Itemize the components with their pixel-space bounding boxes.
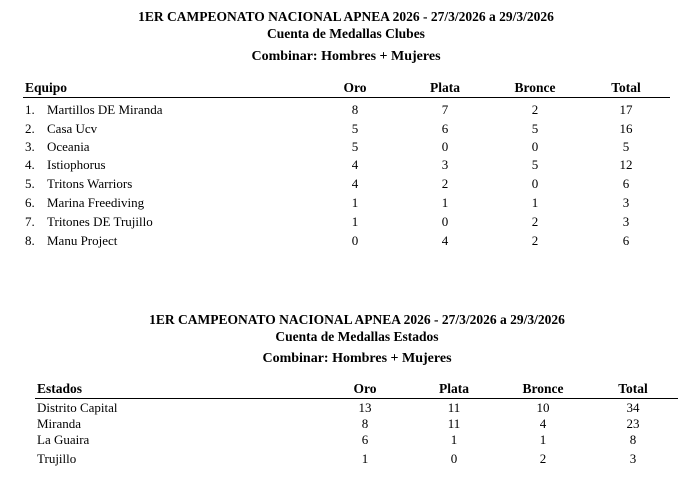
states-header-total: Total [618, 381, 648, 396]
row-total-count: 34 [626, 400, 640, 415]
row-silver-count: 1 [450, 432, 458, 447]
row-rank: 2. [25, 121, 35, 136]
states-header-name: Estados [37, 381, 83, 396]
row-gold-count: 1 [351, 195, 359, 210]
row-bronze-count: 4 [539, 416, 547, 431]
row-bronze-count: 5 [531, 121, 539, 136]
row-gold-count: 8 [361, 416, 369, 431]
row-bronze-count: 5 [531, 157, 539, 172]
row-total-count: 3 [622, 214, 630, 229]
row-gold-count: 8 [351, 102, 359, 117]
row-silver-count: 7 [441, 102, 449, 117]
row-team-name: Manu Project [47, 233, 118, 248]
row-silver-count: 0 [450, 451, 458, 466]
row-silver-count: 11 [447, 400, 461, 415]
clubs-combine-label: Combinar: Hombres + Mujeres [251, 49, 441, 64]
row-bronze-count: 2 [531, 233, 539, 248]
row-bronze-count: 1 [539, 432, 547, 447]
row-total-count: 5 [622, 139, 630, 154]
row-total-count: 8 [629, 432, 637, 447]
row-rank: 3. [25, 139, 35, 154]
row-bronze-count: 0 [531, 176, 539, 191]
row-rank: 6. [25, 195, 35, 210]
row-gold-count: 5 [351, 121, 359, 136]
states-title: 1ER CAMPEONATO NACIONAL APNEA 2026 - 27/3/2026 a 29/3/2026 [149, 312, 565, 327]
row-total-count: 3 [622, 195, 630, 210]
row-rank: 4. [25, 157, 35, 172]
clubs-header-bronze: Bronce [514, 80, 556, 95]
row-total-count: 17 [619, 102, 633, 117]
clubs-title: 1ER CAMPEONATO NACIONAL APNEA 2026 - 27/3/2026 a 29/3/2026 [138, 9, 554, 24]
row-gold-count: 6 [361, 432, 369, 447]
row-gold-count: 1 [351, 214, 359, 229]
row-bronze-count: 2 [531, 214, 539, 229]
row-team-name: Istiophorus [47, 157, 106, 172]
row-bronze-count: 1 [531, 195, 539, 210]
clubs-subtitle: Cuenta de Medallas Clubes [267, 26, 425, 41]
row-bronze-count: 2 [539, 451, 547, 466]
row-bronze-count: 0 [531, 139, 539, 154]
states-header-gold: Oro [353, 381, 377, 396]
clubs-header-team: Equipo [25, 80, 68, 95]
row-bronze-count: 10 [536, 400, 550, 415]
row-rank: 5. [25, 176, 35, 191]
row-state-name: Trujillo [37, 451, 77, 466]
row-silver-count: 0 [441, 214, 449, 229]
row-silver-count: 11 [447, 416, 461, 431]
row-total-count: 3 [629, 451, 637, 466]
row-state-name: Miranda [37, 416, 82, 431]
clubs-header-rule [23, 97, 670, 98]
row-team-name: Marina Freediving [47, 195, 145, 210]
row-rank: 8. [25, 233, 35, 248]
row-team-name: Tritons Warriors [47, 176, 133, 191]
row-rank: 7. [25, 214, 35, 229]
row-gold-count: 0 [351, 233, 359, 248]
row-gold-count: 5 [351, 139, 359, 154]
row-silver-count: 6 [441, 121, 449, 136]
clubs-header-gold: Oro [343, 80, 367, 95]
row-total-count: 6 [622, 233, 630, 248]
row-bronze-count: 2 [531, 102, 539, 117]
clubs-header-total: Total [611, 80, 641, 95]
row-team-name: Oceania [47, 139, 90, 154]
row-gold-count: 13 [358, 400, 372, 415]
row-gold-count: 4 [351, 176, 359, 191]
row-state-name: La Guaira [37, 432, 90, 447]
states-header-silver: Plata [439, 381, 469, 396]
row-total-count: 16 [619, 121, 633, 136]
row-team-name: Casa Ucv [47, 121, 98, 136]
states-combine-label: Combinar: Hombres + Mujeres [262, 351, 452, 366]
row-rank: 1. [25, 102, 35, 117]
row-total-count: 6 [622, 176, 630, 191]
row-total-count: 12 [619, 157, 633, 172]
clubs-header-silver: Plata [430, 80, 460, 95]
row-team-name: Tritones DE Trujillo [47, 214, 153, 229]
states-header-rule [35, 398, 678, 399]
row-silver-count: 2 [441, 176, 449, 191]
row-team-name: Martillos DE Miranda [47, 102, 163, 117]
row-silver-count: 3 [441, 157, 449, 172]
row-state-name: Distrito Capital [37, 400, 118, 415]
states-subtitle: Cuenta de Medallas Estados [275, 329, 439, 344]
row-silver-count: 4 [441, 233, 449, 248]
row-gold-count: 1 [361, 451, 369, 466]
row-gold-count: 4 [351, 157, 359, 172]
row-silver-count: 0 [441, 139, 449, 154]
states-header-bronze: Bronce [522, 381, 564, 396]
row-silver-count: 1 [441, 195, 449, 210]
row-total-count: 23 [626, 416, 640, 431]
